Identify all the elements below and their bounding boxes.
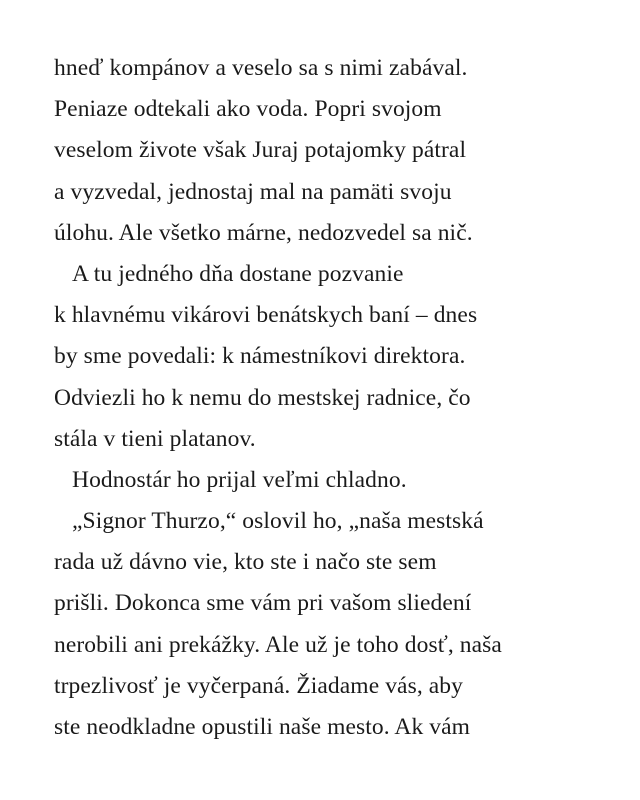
text-line: úlohu. Ale všetko márne, nedozvedel sa nič. xyxy=(54,219,473,246)
text-line: Peniaze odtekali ako voda. Popri svojom xyxy=(54,96,442,123)
text-line: veselom živote však Juraj potajomky pátral xyxy=(54,137,467,164)
text-line: prišli. Dokonca sme vám pri vašom sliedení xyxy=(54,590,472,617)
paragraph-start-line: „Signor Thurzo,“ oslovil ho, „naša mestská xyxy=(72,508,484,535)
text-line: rada už dávno vie, kto ste i načo ste sem xyxy=(54,549,437,576)
text-line: a vyzvedal, jednostaj mal na pamäti svoju xyxy=(54,178,452,205)
page-text xyxy=(54,48,614,748)
paragraph-start-line: Hodnostár ho prijal veľmi chladno. xyxy=(72,466,407,493)
text-line: ste neodkladne opustili naše mesto. Ak vám xyxy=(54,714,471,740)
text-line: trpezlivosť je vyčerpaná. Žiadame vás, aby xyxy=(54,672,464,699)
text-line: hneď kompánov a veselo sa s nimi zabával. xyxy=(54,55,468,81)
paragraph-start-line: A tu jedného dňa dostane pozvanie xyxy=(72,260,404,287)
text-line: k hlavnému vikárovi benátskych baní – dnes xyxy=(54,302,478,329)
text-line: nerobili ani prekážky. Ale už je toho dosť, naša xyxy=(54,631,502,658)
text-line: stála v tieni platanov. xyxy=(54,425,256,452)
text-line: by sme povedali: k námestníkovi direktora. xyxy=(54,343,466,370)
text-line: Odviezli ho k nemu do mestskej radnice, čo xyxy=(54,384,471,411)
